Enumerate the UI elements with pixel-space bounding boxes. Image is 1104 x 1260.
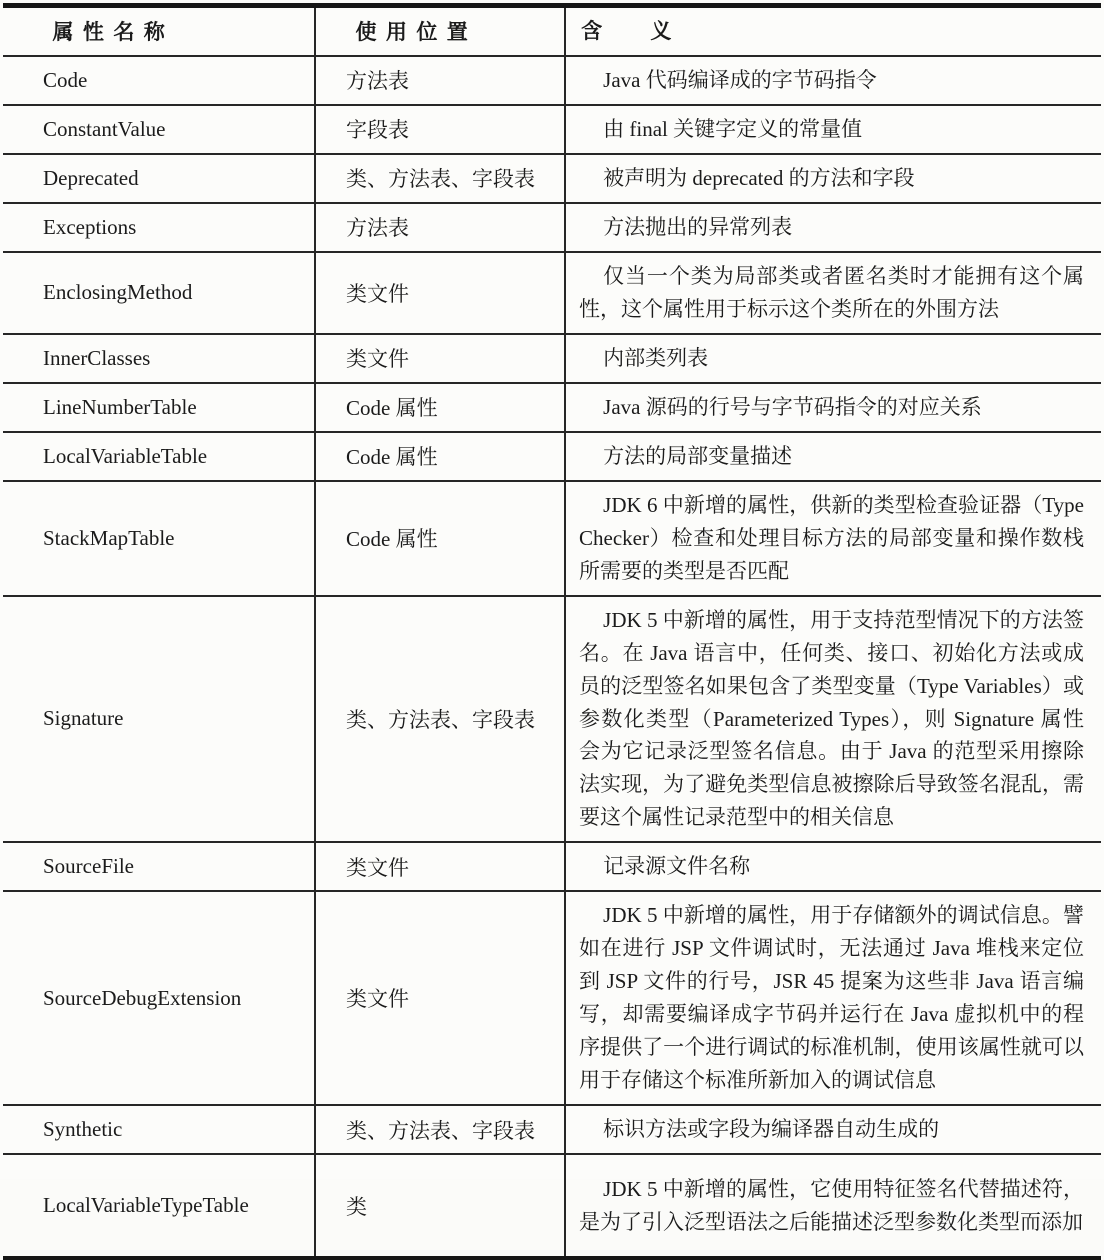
attribute-name-cell: Exceptions [3, 203, 315, 252]
class-file-attribute-table [3, 3, 1101, 1260]
usage-location-cell: 类文件 [315, 334, 565, 383]
table-row [3, 252, 1101, 334]
table-row [3, 383, 1101, 432]
header-usage-location: 使用位置 [315, 6, 565, 56]
table-row [3, 334, 1101, 383]
table-row [3, 203, 1101, 252]
usage-location-cell: 方法表 [315, 56, 565, 105]
attribute-name-cell: LineNumberTable [3, 383, 315, 432]
table-row [3, 56, 1101, 105]
header-meaning: 含 义 [581, 19, 674, 43]
usage-location-cell: Code 属性 [315, 432, 565, 481]
table-row [3, 1154, 1101, 1258]
meaning-cell: 内部类列表 [565, 334, 1101, 383]
attribute-name-cell: Signature [3, 596, 315, 843]
meaning-cell: 仅当一个类为局部类或者匿名类时才能拥有这个属性，这个属性用于标示这个类所在的外围方法 [565, 252, 1101, 334]
meaning-cell: 方法的局部变量描述 [565, 432, 1101, 481]
meaning-cell: JDK 5 中新增的属性，它使用特征签名代替描述符，是为了引入泛型语法之后能描述泛型参数化类型而添加 [565, 1154, 1101, 1258]
attribute-name-cell: SourceFile [3, 842, 315, 891]
table-header [3, 6, 1101, 56]
table-row [3, 105, 1101, 154]
usage-location-cell: 字段表 [315, 105, 565, 154]
attribute-name-cell: Deprecated [3, 154, 315, 203]
attribute-name-cell: Code [3, 56, 315, 105]
table-row [3, 891, 1101, 1105]
table-row [3, 842, 1101, 891]
header-row [3, 6, 1101, 56]
usage-location-cell: Code 属性 [315, 481, 565, 596]
attribute-name-cell: Synthetic [3, 1105, 315, 1154]
attribute-name-cell: EnclosingMethod [3, 252, 315, 334]
attribute-name-cell: LocalVariableTypeTable [3, 1154, 315, 1258]
meaning-cell: JDK 5 中新增的属性，用于支持范型情况下的方法签名。在 Java 语言中，任何类、接口、初始化方法或成员的泛型签名如果包含了类型变量（Type Variables）或参数化类型（Parameterized Types），则 Signature 属性会为它记录泛型签名信息。由于 Java 的范型采用擦除法实现，为了避免类型信息被擦除后导致签名混乱，需要这个属性记录范型中的相关信息 [565, 596, 1101, 843]
header-attribute-name: 属性名称 [52, 20, 175, 45]
usage-location-cell: 类文件 [315, 891, 565, 1105]
meaning-cell: Java 源码的行号与字节码指令的对应关系 [565, 383, 1101, 432]
table-row [3, 481, 1101, 596]
meaning-cell: JDK 6 中新增的属性，供新的类型检查验证器（Type Checker）检查和处理目标方法的局部变量和操作数栈所需要的类型是否匹配 [565, 481, 1101, 596]
attribute-name-cell: SourceDebugExtension [3, 891, 315, 1105]
meaning-cell: Java 代码编译成的字节码指令 [565, 56, 1101, 105]
usage-location-cell: 类文件 [315, 252, 565, 334]
usage-location-cell: 类、方法表、字段表 [315, 596, 565, 843]
meaning-cell: 标识方法或字段为编译器自动生成的 [565, 1105, 1101, 1154]
table-body [3, 56, 1101, 1258]
usage-location-cell: 类、方法表、字段表 [315, 154, 565, 203]
usage-location-cell: 类文件 [315, 842, 565, 891]
table-row [3, 596, 1101, 843]
usage-location-cell: 类 [315, 1154, 565, 1258]
meaning-cell: 方法抛出的异常列表 [565, 203, 1101, 252]
table-row [3, 432, 1101, 481]
usage-location-cell: Code 属性 [315, 383, 565, 432]
table-row [3, 154, 1101, 203]
attribute-name-cell: LocalVariableTable [3, 432, 315, 481]
usage-location-cell: 类、方法表、字段表 [315, 1105, 565, 1154]
table-row [3, 1105, 1101, 1154]
usage-location-cell: 方法表 [315, 203, 565, 252]
meaning-cell: 由 final 关键字定义的常量值 [565, 105, 1101, 154]
meaning-cell: 记录源文件名称 [565, 842, 1101, 891]
attribute-name-cell: StackMapTable [3, 481, 315, 596]
attribute-name-cell: InnerClasses [3, 334, 315, 383]
meaning-cell: JDK 5 中新增的属性，用于存储额外的调试信息。譬如在进行 JSP 文件调试时，无法通过 Java 堆栈来定位到 JSP 文件的行号，JSR 45 提案为这些非 Java 语言编写，却需要编译成字节码并运行在 Java 虚拟机中的程序提供了一个进行调试的标准机制，使用该属性就可以用于存储这个标准所新加入的调试信息 [565, 891, 1101, 1105]
attribute-name-cell: ConstantValue [3, 105, 315, 154]
meaning-cell: 被声明为 deprecated 的方法和字段 [565, 154, 1101, 203]
